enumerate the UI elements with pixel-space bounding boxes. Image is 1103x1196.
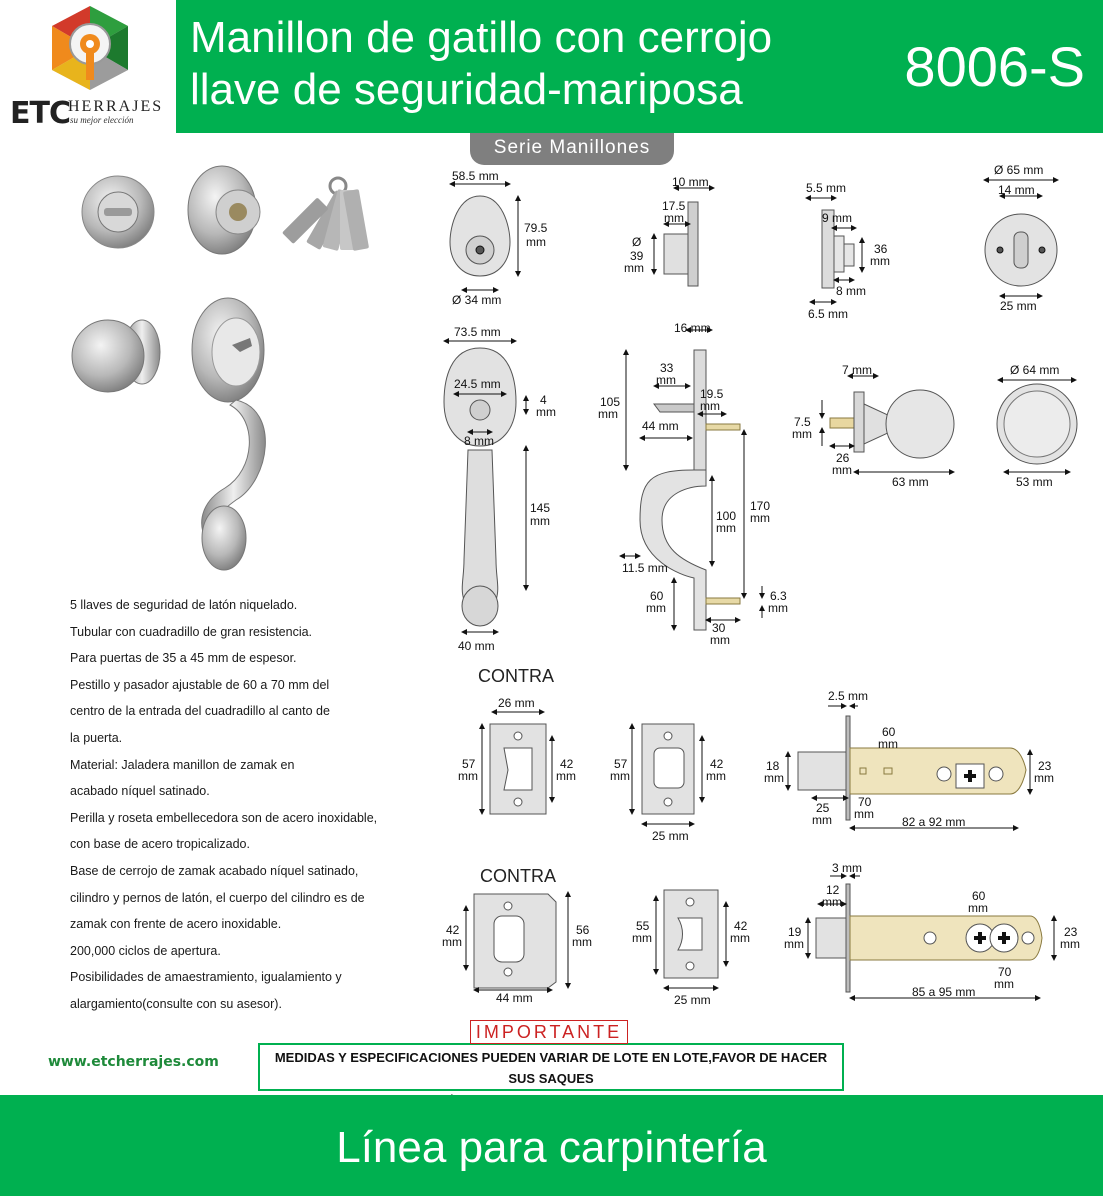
dim-label: 60	[882, 725, 896, 739]
dim-label: 7 mm	[842, 363, 872, 377]
dim-label: 25	[816, 801, 830, 815]
dim-label: 55	[636, 919, 650, 933]
dim-label: mm	[1034, 771, 1054, 785]
dimension-labels	[442, 163, 1080, 1007]
model-number: 8006-S	[904, 35, 1085, 98]
dim-label: 79.5	[524, 221, 548, 235]
feature-item: Perilla y roseta embellecedora son de acero inoxidable,	[70, 810, 378, 825]
contra-heading: CONTRA	[478, 666, 554, 686]
dim-label: 14 mm	[998, 183, 1035, 197]
dim-label: mm	[764, 771, 784, 785]
dim-label: 100	[716, 509, 737, 523]
notice-box	[258, 1043, 844, 1091]
dim-label: mm	[730, 931, 750, 945]
dim-label: 170	[750, 499, 771, 513]
dim-label: 60	[972, 889, 986, 903]
dim-label: mm	[812, 813, 832, 827]
dim-label: mm	[768, 601, 788, 615]
dim-label: 70	[858, 795, 872, 809]
dim-label: mm	[700, 399, 720, 413]
dim-label: 10 mm	[672, 175, 709, 189]
feature-item: 5 llaves de seguridad de latón niquelado.	[70, 598, 298, 612]
dim-label: mm	[530, 514, 550, 528]
dim-label: 17.5	[662, 199, 686, 213]
dim-label: 25 mm	[652, 829, 689, 843]
strike-plate-2-drawing	[632, 724, 702, 824]
dim-label: 6.3	[770, 589, 787, 603]
dim-label: mm	[716, 521, 736, 535]
dim-label: mm	[458, 769, 478, 783]
dim-label: 23	[1064, 925, 1078, 939]
feature-item: Base de cerrojo de zamak acabado níquel satinado,	[70, 863, 359, 878]
important-label: IMPORTANTE	[470, 1020, 628, 1044]
dim-label: 56	[576, 923, 590, 937]
dim-label: 33	[660, 361, 674, 375]
dim-label: 18	[766, 759, 780, 773]
feature-item: Tubular con cuadradillo de gran resistencia.	[70, 624, 313, 639]
dim-label: 42	[560, 757, 574, 771]
dim-label: 19.5	[700, 387, 724, 401]
thumbturn-front-drawing	[984, 180, 1058, 296]
dim-label: 26	[836, 451, 850, 465]
dim-label: 58.5 mm	[452, 169, 499, 183]
dim-label: 36	[874, 242, 888, 256]
dim-label: 6.5 mm	[808, 307, 849, 321]
dim-label: 9 mm	[822, 211, 852, 225]
dim-label: 57	[614, 757, 628, 771]
dim-label: mm	[664, 211, 684, 225]
dim-label: mm	[870, 254, 890, 268]
dim-label: mm	[706, 769, 726, 783]
dim-label: 16 mm	[674, 321, 711, 335]
dim-label: 39	[630, 249, 644, 263]
dim-label: 8 mm	[464, 434, 494, 448]
feature-item: la puerta.	[70, 730, 123, 745]
dim-label: Ø 64 mm	[1010, 363, 1060, 377]
dim-label: mm	[822, 895, 842, 909]
dim-label: Ø 65 mm	[994, 163, 1044, 177]
feature-item: Material: Jaladera manillon de zamak en	[70, 757, 295, 772]
dim-label: 23	[1038, 759, 1052, 773]
dim-label: 60	[650, 589, 664, 603]
dim-label: mm	[536, 405, 556, 419]
dim-label: 42	[710, 757, 724, 771]
dim-label: 2.5 mm	[828, 689, 869, 703]
contra-heading: CONTRA	[480, 866, 556, 886]
dim-label: mm	[610, 769, 630, 783]
feature-item: con base de acero tropicalizado.	[70, 837, 250, 852]
feature-item: Para puertas de 35 a 45 mm de espesor.	[70, 651, 297, 666]
feature-item: Pestillo y pasador ajustable de 60 a 70 mm del	[70, 677, 330, 692]
dim-label: mm	[854, 807, 874, 821]
dim-label: 85 a 95 mm	[912, 985, 976, 999]
dim-label: 8 mm	[836, 284, 866, 298]
dim-label: mm	[710, 633, 730, 647]
dim-label: 44 mm	[642, 419, 679, 433]
strike-plate-4-drawing	[656, 890, 726, 988]
dim-label: 63 mm	[892, 475, 929, 489]
series-badge: Serie Manillones	[470, 133, 674, 165]
knob-front-drawing	[997, 380, 1077, 472]
strike-plate-1-drawing	[482, 712, 552, 814]
dim-label: mm	[1060, 937, 1080, 951]
dim-label: 30	[712, 621, 726, 635]
feature-item: zamak con frente de acero inoxidable.	[70, 917, 282, 932]
dim-label: mm	[878, 737, 898, 751]
dim-label: mm	[526, 235, 546, 249]
dim-label: 70	[998, 965, 1012, 979]
dim-label: 25 mm	[1000, 299, 1037, 313]
feature-item: acabado níquel satinado.	[70, 784, 210, 799]
dim-label: 44 mm	[496, 991, 533, 1005]
dim-label: 26 mm	[498, 696, 535, 710]
dim-label: mm	[792, 427, 812, 441]
handle-side-drawing	[620, 330, 762, 630]
dim-label: 57	[462, 757, 476, 771]
footer-text: Línea para carpintería	[336, 1123, 767, 1172]
dim-label: mm	[624, 261, 644, 275]
strike-plate-3-drawing	[466, 892, 568, 990]
dim-label: mm	[784, 937, 804, 951]
dim-label: mm	[632, 931, 652, 945]
brand-tagline: su mejor elección	[70, 115, 134, 125]
dim-label: 25 mm	[674, 993, 711, 1007]
dim-label: 3 mm	[832, 861, 862, 875]
website-link[interactable]: www.etcherrajes.com	[48, 1054, 219, 1070]
dim-label: 11.5 mm	[622, 561, 668, 575]
notice-line1: MEDIDAS Y ESPECIFICACIONES PUEDEN VARIAR DE LOTE EN LOTE,FAVOR DE HACER SUS SAQUES	[274, 1050, 828, 1086]
dim-label: mm	[656, 373, 676, 387]
dim-label: 42	[446, 923, 460, 937]
dim-label: mm	[750, 511, 770, 525]
brand-sub: HERRAJES	[68, 98, 164, 115]
dim-label: 73.5 mm	[454, 325, 501, 339]
dim-label: Ø 34 mm	[452, 293, 502, 307]
dim-label: mm	[442, 935, 462, 949]
dim-label: mm	[598, 407, 618, 421]
feature-item: cilindro y pernos de latón, el cuerpo del cilindro es de	[70, 890, 365, 905]
dim-label: mm	[832, 463, 852, 477]
dim-label: Ø	[632, 235, 642, 249]
dim-label: 24.5 mm	[454, 377, 501, 391]
dim-label: mm	[556, 769, 576, 783]
dim-label: 4	[540, 393, 547, 407]
dim-label: mm	[646, 601, 666, 615]
dim-label: 7.5	[794, 415, 811, 429]
brand-name: ETC	[10, 96, 70, 131]
dim-label: mm	[968, 901, 988, 915]
dim-label: 40 mm	[458, 639, 495, 653]
title-line2: llave de seguridad-mariposa	[190, 65, 743, 114]
dim-label: 53 mm	[1016, 475, 1053, 489]
title-line1: Manillon de gatillo con cerrojo	[190, 13, 773, 62]
deadbolt-front-drawing	[450, 184, 518, 290]
feature-item: alargamiento(consulte con su asesor).	[70, 996, 282, 1011]
feature-item: Posibilidades de amaestramiento, igualamiento y	[70, 970, 342, 985]
dim-label: 19	[788, 925, 802, 939]
dim-label: mm	[994, 977, 1014, 991]
feature-item: centro de la entrada del cuadradillo al canto de	[70, 704, 330, 719]
latch-2-drawing	[808, 876, 1054, 998]
feature-item: 200,000 ciclos de apertura.	[70, 943, 221, 958]
dim-label: 42	[734, 919, 748, 933]
dim-label: 145	[530, 501, 551, 515]
dim-label: mm	[572, 935, 592, 949]
dim-label: 105	[600, 395, 621, 409]
dim-label: 82 a 92 mm	[902, 815, 966, 829]
dim-label: 12	[826, 883, 840, 897]
dim-label: 5.5 mm	[806, 181, 847, 195]
